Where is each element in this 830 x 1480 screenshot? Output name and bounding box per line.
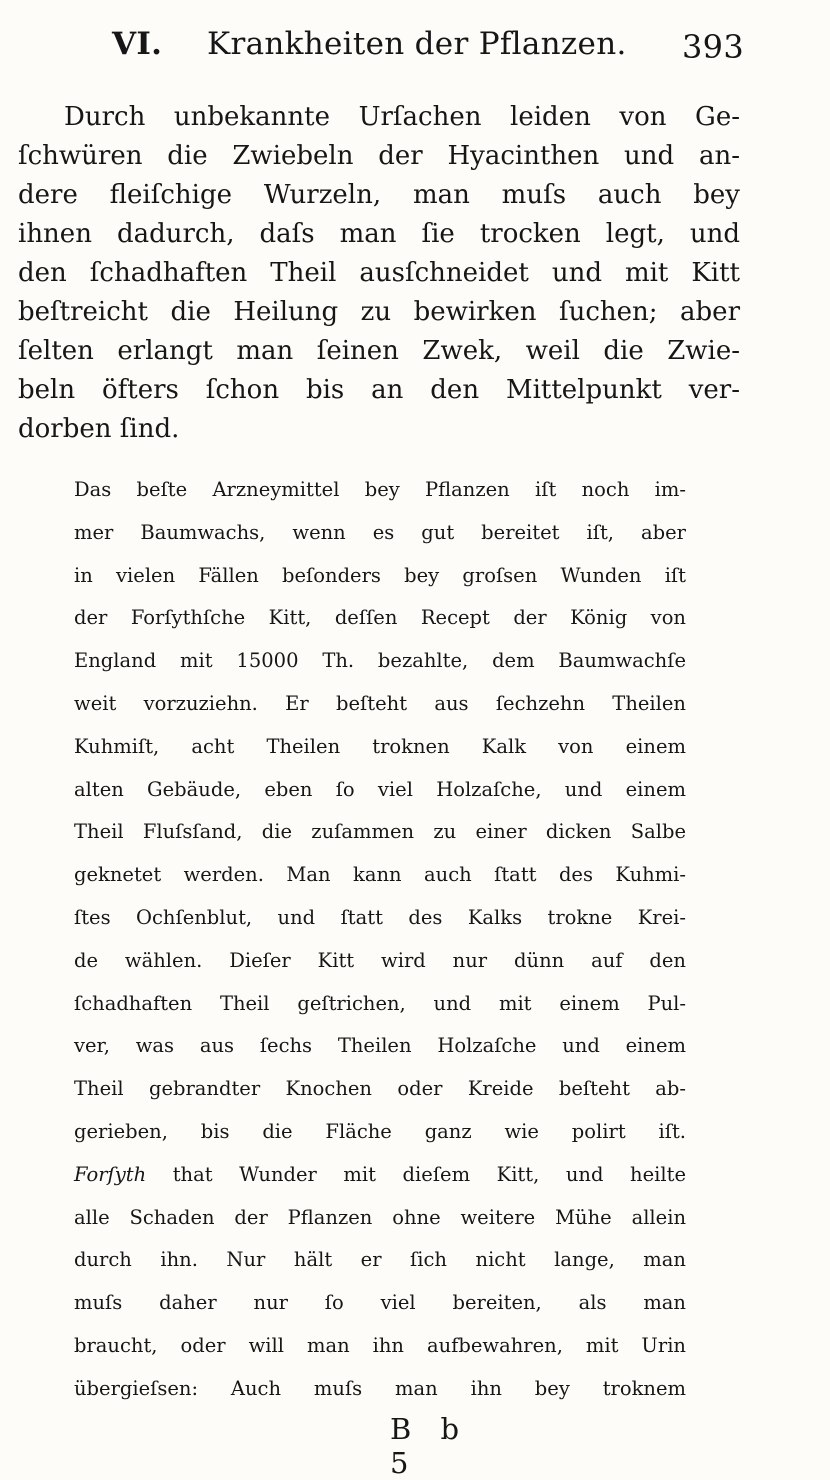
- text-line: dorben ſind.: [18, 414, 180, 444]
- text-line: alten Gebäude, eben ſo viel Holzaſche, und einem: [74, 777, 686, 801]
- text-line: Kuhmiſt, acht Theilen troknen Kalk von einem: [74, 734, 686, 758]
- chapter-title: Krankheiten der Pflanzen.: [207, 26, 627, 62]
- text-line: ſtes Ochſenblut, und ſtatt des Kalks trokne Krei-: [74, 905, 686, 929]
- text-line: übergieſsen: Auch muſs man ihn bey troknem: [74, 1376, 686, 1400]
- text-line: Theil Fluſsſand, die zuſammen zu einer dicken Salbe: [74, 820, 686, 844]
- text-line: ihnen dadurch, daſs man ſie trocken legt, und: [18, 219, 740, 249]
- text-line: beſtreicht die Heilung zu bewirken ſuchen; aber: [18, 297, 740, 327]
- text-line: Forſyth that Wunder mit dieſem Kitt, und heilte: [74, 1162, 686, 1186]
- text-line: ver, was aus ſechs Theilen Holzaſche und einem: [74, 1034, 686, 1058]
- text-line: in vielen Fällen beſonders bey groſsen Wunden iſt: [74, 563, 686, 587]
- text-line: Theil gebrandter Knochen oder Kreide beſteht ab-: [74, 1077, 686, 1101]
- text-line: mer Baumwachs, wenn es gut bereitet iſt, aber: [74, 520, 686, 544]
- text-line: den ſchadhaften Theil ausſchneidet und mit Kitt: [18, 258, 740, 288]
- text-line: Durch unbekannte Urſachen leiden von Ge-: [64, 102, 740, 132]
- text-line: ſchwüren die Zwiebeln der Hyacinthen und an-: [18, 141, 740, 171]
- running-head: [112, 22, 744, 72]
- text-line: England mit 15000 Th. bezahlte, dem Baumwachſe: [74, 649, 686, 673]
- signature-mark: B b 5: [390, 1412, 470, 1480]
- text-line: weit vorzuziehn. Er beſteht aus ſechzehn Theilen: [74, 691, 686, 715]
- page-number: 393: [682, 28, 744, 66]
- text-line: muſs daher nur ſo viel bereiten, als man: [74, 1291, 686, 1315]
- text-line: de wählen. Dieſer Kitt wird nur dünn auf den: [74, 948, 686, 972]
- text-line: Das beſte Arzneymittel bey Pflanzen iſt noch im-: [74, 478, 686, 501]
- text-line: beln öfters ſchon bis an den Mittelpunkt ver-: [18, 375, 740, 405]
- text-line: dere fleiſchige Wurzeln, man muſs auch bey: [18, 180, 740, 210]
- text-line: durch ihn. Nur hält er ſich nicht lange, man: [74, 1248, 686, 1272]
- text-line: gerieben, bis die Fläche ganz wie polirt iſt.: [74, 1119, 686, 1143]
- text-line: geknetet werden. Man kann auch ſtatt des Kuhmi-: [74, 863, 686, 887]
- small-print-paragraph: [74, 469, 686, 1411]
- text-line: ſchadhaften Theil geſtrichen, und mit einem Pul-: [74, 991, 686, 1015]
- text-line: ſelten erlangt man ſeinen Zwek, weil die Zwie-: [18, 336, 740, 366]
- chapter-number: VI.: [112, 26, 163, 62]
- text-line: alle Schaden der Pflanzen ohne weitere Mühe allein: [74, 1205, 686, 1229]
- main-paragraph: [18, 98, 740, 449]
- text-line: der Forſythſche Kitt, deſſen Recept der König von: [74, 606, 686, 630]
- text-line: braucht, oder will man ihn aufbewahren, mit Urin: [74, 1333, 686, 1357]
